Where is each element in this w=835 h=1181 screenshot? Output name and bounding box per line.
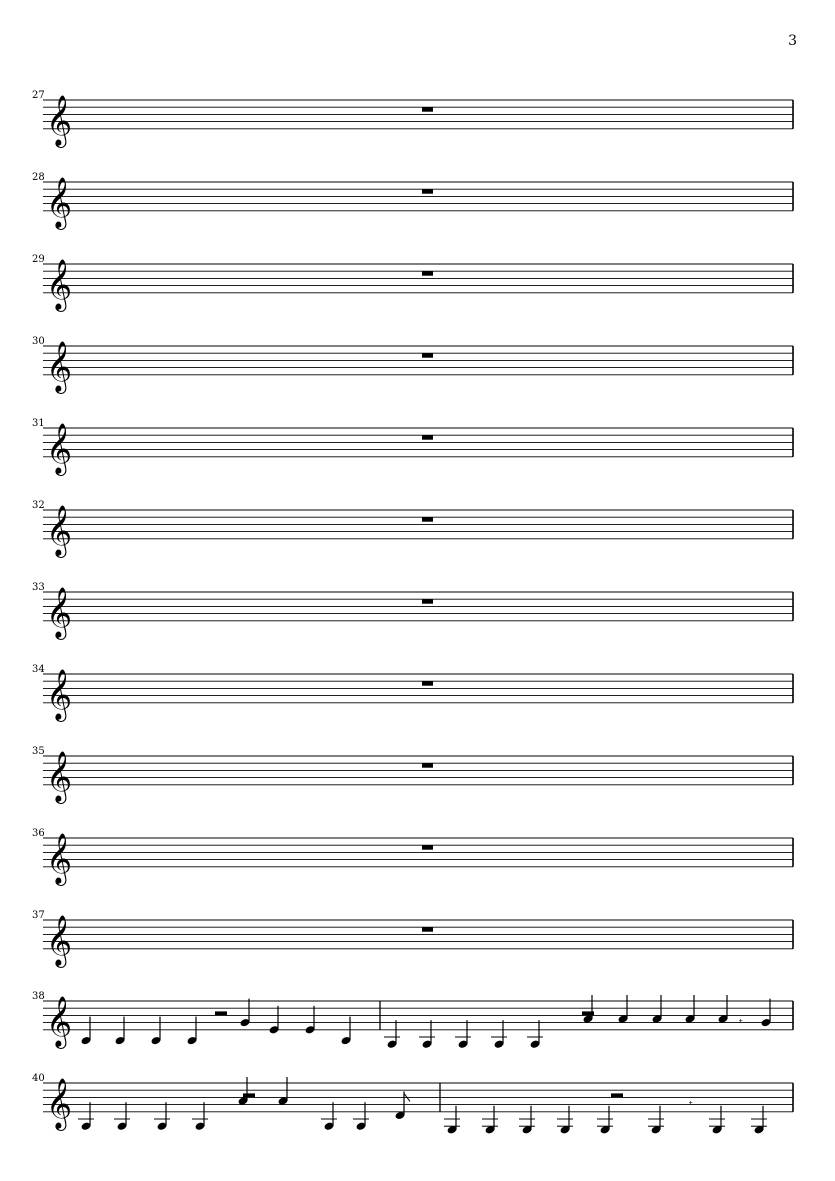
- treble-clef-icon: 𝄞: [46, 832, 73, 884]
- whole-rest-icon: [422, 845, 433, 850]
- measure-number: 36: [32, 828, 45, 839]
- staff: [43, 838, 793, 867]
- whole-rest-icon: [422, 435, 433, 440]
- rest: 𝅄: [738, 1007, 744, 1027]
- treble-clef-icon: 𝄞: [46, 750, 73, 802]
- staff: [43, 756, 793, 785]
- treble-clef-icon: 𝄞: [46, 504, 73, 556]
- staff: [43, 100, 793, 129]
- staff: [43, 264, 793, 293]
- treble-clef-icon: 𝄞: [46, 94, 73, 146]
- measure-number: 33: [32, 582, 45, 593]
- staff: [43, 346, 793, 375]
- staff: [43, 1083, 793, 1112]
- measure-number: 31: [32, 418, 45, 429]
- whole-rest-icon: [422, 353, 433, 358]
- treble-clef-icon: 𝄞: [46, 914, 73, 966]
- whole-rest-icon: [422, 189, 433, 194]
- whole-rest-icon: [422, 763, 433, 768]
- whole-rest-icon: [422, 517, 433, 522]
- treble-clef-icon: 𝄞: [46, 176, 73, 228]
- staff: [43, 592, 793, 621]
- treble-clef-icon: 𝄞: [46, 586, 73, 638]
- page-number: 3: [788, 33, 797, 49]
- staff: [43, 674, 793, 703]
- measure-number: 40: [32, 1073, 45, 1084]
- staff: [43, 428, 793, 457]
- measure-number: 35: [32, 746, 45, 757]
- whole-rest-icon: [422, 271, 433, 276]
- treble-clef-icon: 𝄞: [46, 340, 73, 392]
- whole-rest-icon: [422, 599, 433, 604]
- staff: [43, 182, 793, 211]
- measure-number: 34: [32, 664, 45, 675]
- staff: [43, 920, 793, 949]
- whole-rest-icon: [422, 681, 433, 686]
- measure-number: 38: [32, 991, 45, 1002]
- measure-number: 37: [32, 910, 45, 921]
- measure-number: 29: [32, 254, 45, 265]
- treble-clef-icon: 𝄞: [46, 1077, 73, 1129]
- measure-number: 32: [32, 500, 45, 511]
- rest: [611, 1093, 623, 1097]
- treble-clef-icon: 𝄞: [46, 422, 73, 474]
- treble-clef-icon: 𝄞: [46, 995, 73, 1047]
- treble-clef-icon: 𝄞: [46, 258, 73, 310]
- staff: [43, 1001, 793, 1030]
- whole-rest-icon: [422, 927, 433, 932]
- rest: [215, 1011, 227, 1015]
- rest: [243, 1093, 255, 1097]
- staff: [43, 510, 793, 539]
- measure-number: 27: [32, 90, 45, 101]
- treble-clef-icon: 𝄞: [46, 668, 73, 720]
- whole-rest-icon: [422, 107, 433, 112]
- measure-number: 28: [32, 172, 45, 183]
- measure-number: 30: [32, 336, 45, 347]
- rest: 𝅄: [688, 1089, 694, 1109]
